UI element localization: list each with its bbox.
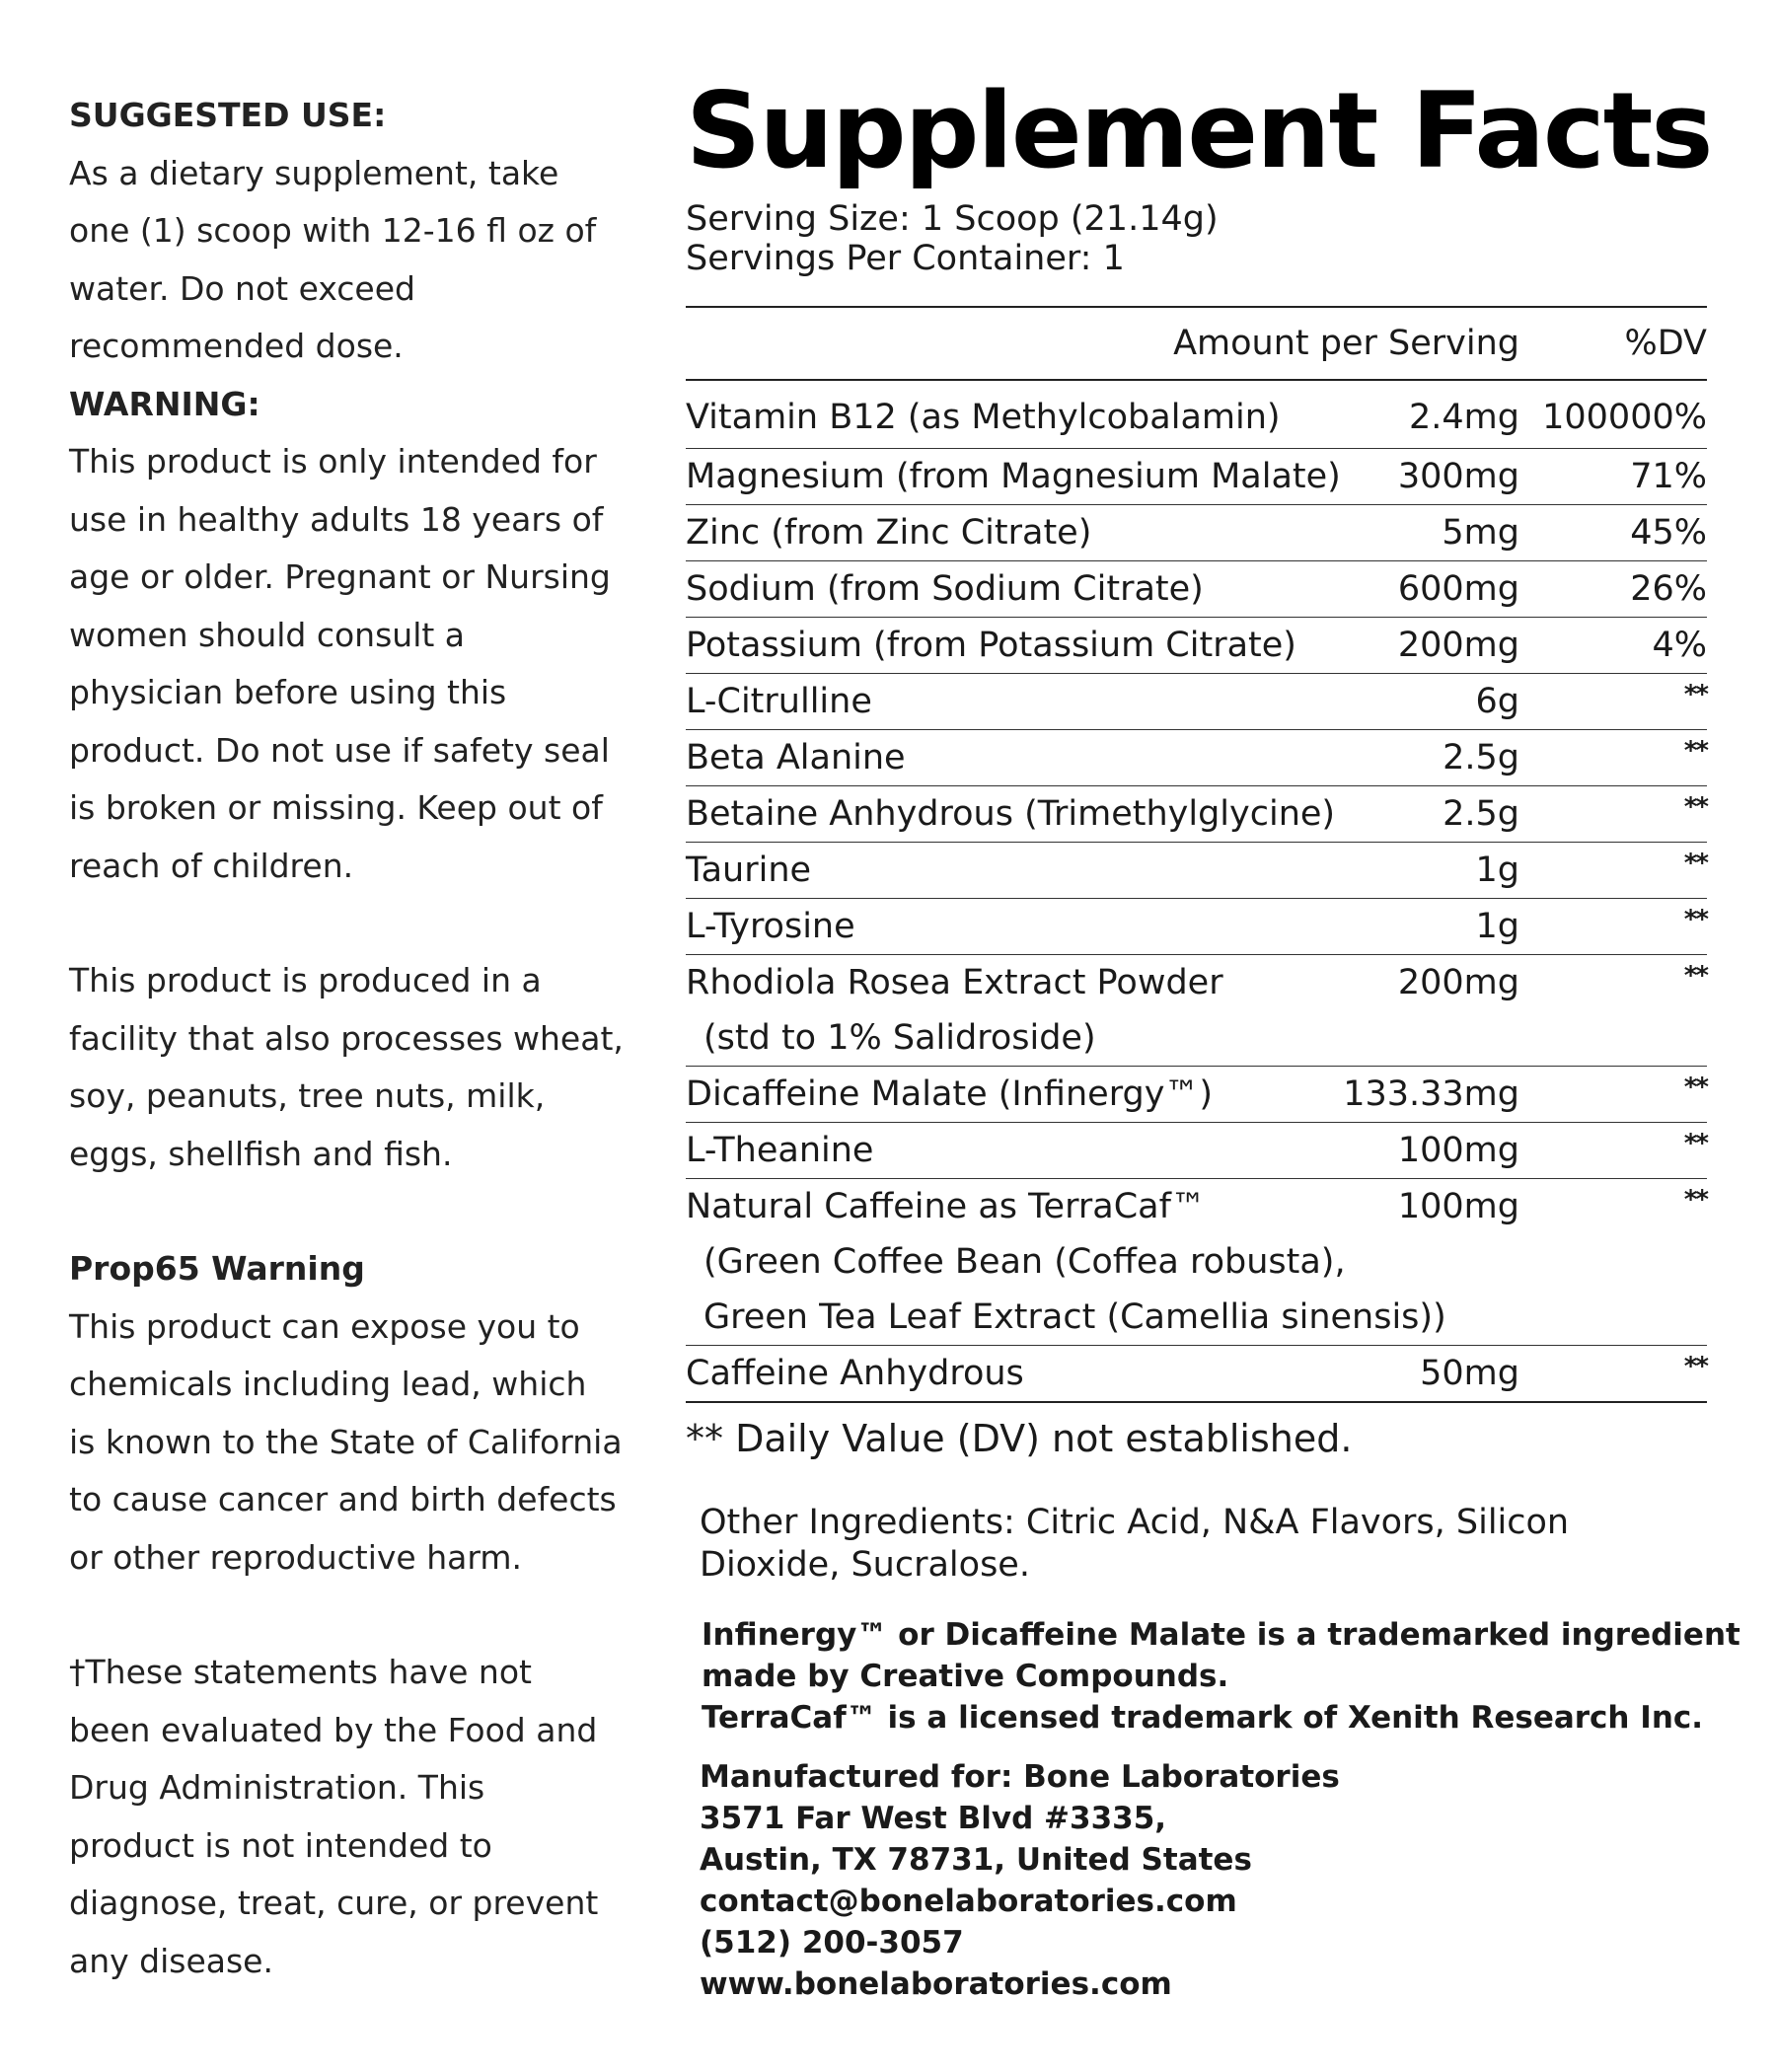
ingredient-dv: ** (1683, 792, 1707, 822)
header-dv: %DV (1624, 324, 1707, 363)
table-row (686, 449, 1707, 505)
ingredient-name: Magnesium (from Magnesium Malate) (686, 457, 1341, 496)
text-line: reach of children. (69, 846, 354, 885)
ingredient-amount: 300mg (1397, 457, 1519, 496)
ingredient-dv: ** (1683, 1352, 1707, 1381)
ingredient-amount: 200mg (1397, 626, 1519, 665)
ingredient-amount: 2.4mg (1409, 398, 1519, 437)
ingredient-amount: 100mg (1397, 1131, 1519, 1170)
text-line: As a dietary supplement, take (69, 153, 559, 192)
text-line: soy, peanuts, tree nuts, milk, (69, 1076, 546, 1115)
ingredient-dv: ** (1683, 1185, 1707, 1215)
manufacturer-info (686, 1756, 1707, 2005)
ingredient-dv: 4% (1652, 626, 1707, 665)
serving-info (686, 199, 1707, 278)
text-line: diagnose, treat, cure, or prevent (69, 1884, 599, 1922)
text-line: (512) 200-3057 (700, 1925, 964, 1961)
text-line: chemicals including lead, which (69, 1365, 587, 1403)
header-amount: Amount per Serving (1173, 324, 1519, 363)
ingredient-amount: 6g (1475, 682, 1519, 721)
table-row (686, 1123, 1707, 1179)
ingredient-dv: ** (1683, 961, 1707, 991)
text-line: use in healthy adults 18 years of (69, 499, 604, 539)
text-line: physician before using this (69, 673, 507, 711)
warning-text (69, 433, 651, 895)
servings-per-container: Servings Per Container: 1 (686, 239, 1125, 278)
text-line: or other reproductive harm. (69, 1537, 522, 1577)
text-line: This product can expose you to (69, 1306, 580, 1346)
text-line: been evaluated by the Food and (69, 1710, 598, 1749)
ingredient-amount: 200mg (1397, 963, 1519, 1002)
ingredient-detail: (Green Coffee Bean (Coffea robusta), (703, 1242, 1346, 1282)
table-row (686, 505, 1707, 561)
table-row (686, 730, 1707, 786)
text-line: is broken or missing. Keep out of (69, 788, 603, 827)
ingredient-name: L-Theanine (686, 1131, 874, 1170)
text-line: one (1) scoop with 12-16 fl oz of (69, 211, 597, 250)
ingredient-detail: (std to 1% Salidroside) (703, 1018, 1096, 1058)
ingredient-dv: ** (1683, 736, 1707, 766)
text-line: †These statements have not (69, 1653, 532, 1691)
ingredient-dv: ** (1683, 905, 1707, 934)
prop65-text (69, 1298, 651, 1588)
ingredient-dv: ** (1683, 1073, 1707, 1102)
table-row (686, 618, 1707, 674)
ingredient-dv: ** (1683, 680, 1707, 709)
table-row (686, 843, 1707, 899)
text-line: Infinergy™ or Dicaffeine Malate is a trademarked ingredient (702, 1617, 1740, 1653)
facts-table (686, 306, 1707, 1403)
serving-size: Serving Size: 1 Scoop (21.14g) (686, 199, 1219, 239)
ingredient-dv: 26% (1630, 569, 1707, 609)
table-row (686, 561, 1707, 618)
trademark-notes (686, 1614, 1740, 1739)
ingredient-name: Zinc (from Zinc Citrate) (686, 513, 1092, 553)
ingredient-name: Dicaffeine Malate (Infinergy™) (686, 1074, 1214, 1114)
ingredient-name: Rhodiola Rosea Extract Powder (686, 963, 1223, 1002)
ingredient-dv: ** (1683, 1129, 1707, 1158)
page-title: Supplement Facts (686, 70, 1712, 191)
ingredient-name: L-Citrulline (686, 682, 872, 721)
text-line: This product is produced in a (69, 961, 542, 999)
text-line: water. Do not exceed (69, 268, 415, 308)
ingredient-name: Potassium (from Potassium Citrate) (686, 626, 1296, 665)
text-line: Drug Administration. This (69, 1768, 485, 1807)
table-row (686, 955, 1707, 1067)
text-line: is known to the State of California (69, 1422, 623, 1461)
table-row (686, 1067, 1707, 1123)
ingredient-name: L-Tyrosine (686, 907, 855, 946)
ingredient-dv: 100000% (1542, 398, 1707, 437)
text-line: eggs, shellfish and fish. (69, 1134, 453, 1173)
table-row (686, 674, 1707, 730)
ingredient-name: Beta Alanine (686, 738, 906, 777)
ingredient-name: Betaine Anhydrous (Trimethylglycine) (686, 794, 1336, 834)
ingredient-amount: 2.5g (1443, 738, 1519, 777)
allergen-text (69, 952, 651, 1183)
text-line: Manufactured for: Bone Laboratories (700, 1759, 1340, 1795)
text-line: recommended dose. (69, 327, 404, 365)
table-row (686, 381, 1707, 449)
text-line: to cause cancer and birth defects (69, 1480, 617, 1518)
ingredient-amount: 50mg (1420, 1354, 1519, 1393)
ingredient-amount: 600mg (1397, 569, 1519, 609)
ingredient-dv: ** (1683, 849, 1707, 878)
ingredient-name: Vitamin B12 (as Methylcobalamin) (686, 398, 1281, 437)
ingredient-amount: 133.33mg (1343, 1074, 1519, 1114)
text-line: Austin, TX 78731, United States (700, 1842, 1252, 1878)
ingredient-amount: 1g (1475, 851, 1519, 890)
text-line: product is not intended to (69, 1825, 492, 1865)
dv-footnote: ** Daily Value (DV) not established. (686, 1417, 1353, 1460)
text-line: facility that also processes wheat, (69, 1018, 624, 1058)
ingredient-name: Sodium (from Sodium Citrate) (686, 569, 1204, 609)
text-line: contact@bonelaboratories.com (700, 1884, 1237, 1919)
text-line: 3571 Far West Blvd #3335, (700, 1801, 1167, 1836)
text-line: TerraCaf™ is a licensed trademark of Xenith Research Inc. (702, 1700, 1704, 1736)
ingredient-dv: 71% (1630, 457, 1707, 496)
ingredient-amount: 2.5g (1443, 794, 1519, 834)
text-line: made by Creative Compounds. (702, 1659, 1229, 1694)
ingredient-name: Natural Caffeine as TerraCaf™ (686, 1187, 1206, 1226)
left-panel (69, 87, 651, 1990)
ingredient-name: Caffeine Anhydrous (686, 1354, 1024, 1393)
table-row (686, 899, 1707, 955)
text-line: This product is only intended for (69, 442, 597, 481)
facts-rows (686, 381, 1707, 1403)
suggested-use-text (69, 145, 651, 376)
text-line: product. Do not use if safety seal (69, 730, 610, 770)
text-line: age or older. Pregnant or Nursing (69, 557, 611, 596)
text-line: www.bonelaboratories.com (700, 1966, 1172, 2002)
prop65-heading: Prop65 Warning (69, 1249, 365, 1288)
fda-disclaimer (69, 1644, 651, 1990)
supplement-facts-panel (686, 70, 1740, 2005)
table-row (686, 1346, 1707, 1403)
text-line: any disease. (69, 1941, 273, 1980)
suggested-use-heading: SUGGESTED USE: (69, 96, 387, 134)
ingredient-name: Taurine (686, 851, 812, 890)
ingredient-dv: 45% (1630, 513, 1707, 553)
warning-heading: WARNING: (69, 384, 260, 423)
ingredient-amount: 5mg (1442, 513, 1519, 553)
other-ingredients: Other Ingredients: Citric Acid, N&A Flavors, Silicon Dioxide, Sucralose. (700, 1503, 1570, 1585)
table-row (686, 1179, 1707, 1346)
ingredient-amount: 1g (1475, 907, 1519, 946)
facts-header (686, 308, 1707, 381)
ingredient-amount: 100mg (1397, 1187, 1519, 1226)
text-line: women should consult a (69, 615, 466, 654)
table-row (686, 786, 1707, 843)
ingredient-detail: Green Tea Leaf Extract (Camellia sinensis)) (703, 1297, 1446, 1337)
